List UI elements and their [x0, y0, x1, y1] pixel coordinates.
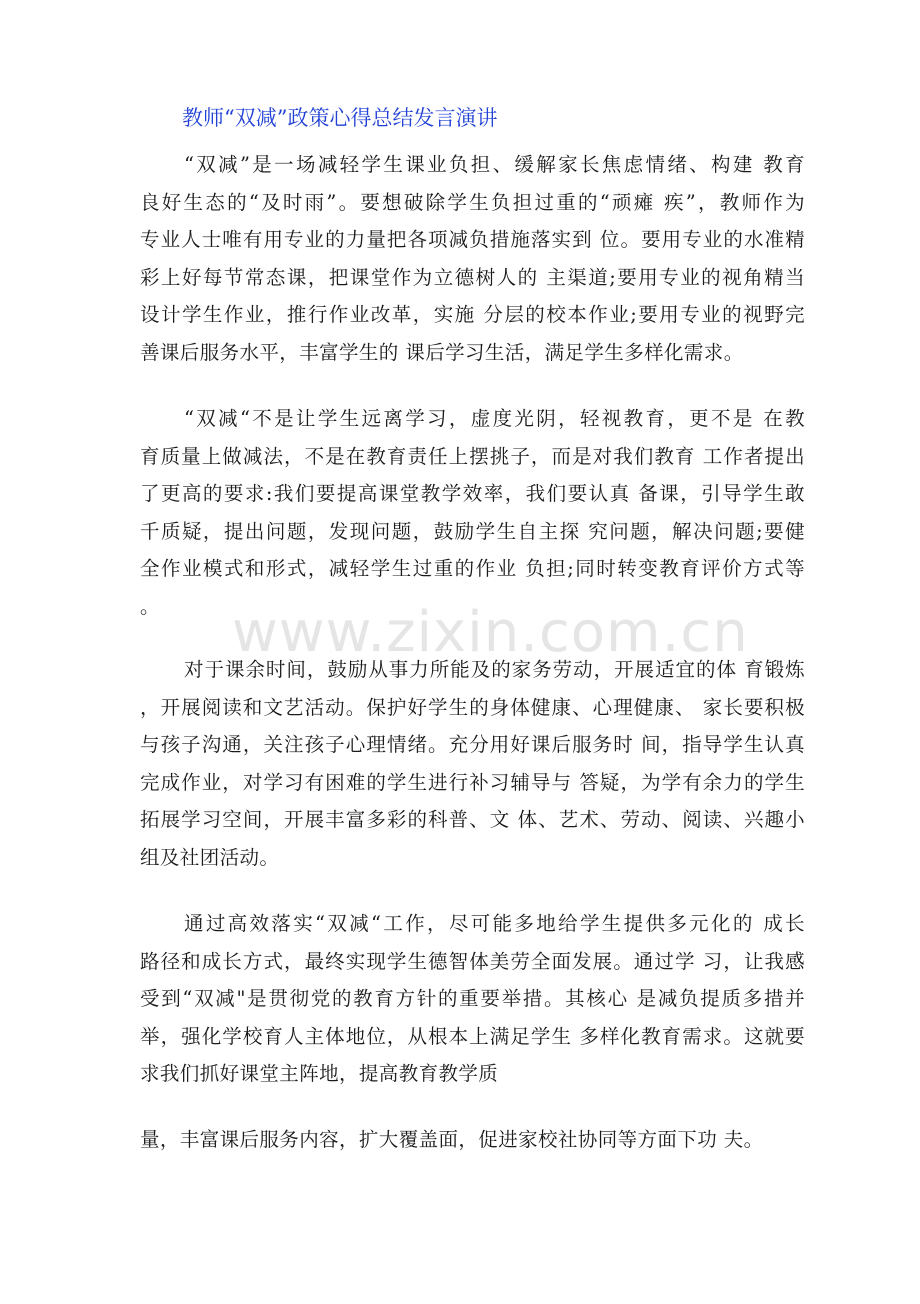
- text-line: 组及社团活动。: [140, 845, 280, 869]
- paragraph-5: [140, 1121, 805, 1159]
- text-line: 完成作业，对学习有困难的学生进行补习辅导与 答疑，为学有余力的学生: [140, 770, 805, 794]
- text-line: 求我们抓好课堂主阵地，提高教育教学质: [140, 1062, 499, 1085]
- text-line: 量，丰富课后服务内容，扩大覆盖面，促进家校社协同等方面下功 夫。: [140, 1128, 764, 1151]
- text-line: 了更高的要求:我们要提高课堂教学效率，我们要认真 备课，引导学生敢: [140, 482, 805, 505]
- text-line: 举，强化学校育人主体地位，从根本上满足学生 多样化教育需求。这就要: [140, 1024, 805, 1048]
- text-line: 对于课余时间，鼓励从事力所能及的家务劳动，开展适宜的体 育锻炼: [184, 658, 805, 681]
- paragraph-3: [140, 651, 805, 876]
- document-title: 教师“双减”政策心得总结发言演讲: [182, 106, 498, 130]
- text-line: “双减“不是让学生远离学习，虚度光阴，轻视教育，更不是 在教: [184, 407, 805, 430]
- paragraph-1: [140, 146, 805, 371]
- text-line: 专业人士唯有用专业的力量把各项减负措施落实到 位。要用专业的水准精: [140, 228, 805, 251]
- text-line: 千质疑，提出问题，发现问题，鼓励学生自主探 究问题，解决问题;要健: [140, 519, 805, 543]
- text-line: 与孩子沟通，关注孩子心理情绪。充分用好课后服务时 间，指导学生认真: [140, 733, 805, 756]
- text-line: 路径和成长方式，最终实现学生德智体美劳全面发展。通过学 习，让我感: [140, 949, 805, 973]
- text-line: “双减”是一场减轻学生课业负担、缓解家长焦虑情绪、构建 教育: [184, 153, 805, 176]
- text-line: 全作业模式和形式，减轻学生过重的作业 负担;同时转变教育评价方式等: [140, 557, 805, 580]
- text-line: 拓展学习空间，开展丰富多彩的科普、文 体、艺术、劳动、阅读、兴趣小: [140, 808, 805, 831]
- text-line: 育质量上做减法，不是在教育责任上摆挑子，而是对我们教育 工作者提出: [140, 444, 805, 468]
- text-line: 。: [140, 594, 160, 618]
- text-line: ，开展阅读和文艺活动。保护好学生的身体健康、心理健康、 家长要积极: [140, 695, 805, 719]
- paragraph-4: [140, 905, 805, 1093]
- text-line: 彩上好每节常态课，把课堂作为立德树人的 主渠道;要用专业的视角精当: [140, 265, 805, 289]
- text-line: 良好生态的“及时雨”。要想破除学生负担过重的“顽瘫 疾”，教师作为: [140, 190, 805, 214]
- paragraph-2: [140, 400, 805, 625]
- text-line: 设计学生作业，推行作业改革，实施 分层的校本作业;要用专业的视野完: [140, 303, 805, 326]
- text-line: 受到“双减"是贯彻党的教育方针的重要举措。其核心 是减负提质多措并: [140, 987, 805, 1010]
- text-line: 通过高效落实“双减“工作，尽可能多地给学生提供多元化的 成长: [184, 912, 805, 935]
- text-line: 善课后服务水平，丰富学生的 课后学习生活，满足学生多样化需求。: [140, 340, 744, 364]
- watermark: www.zixin.com.cn: [232, 600, 749, 665]
